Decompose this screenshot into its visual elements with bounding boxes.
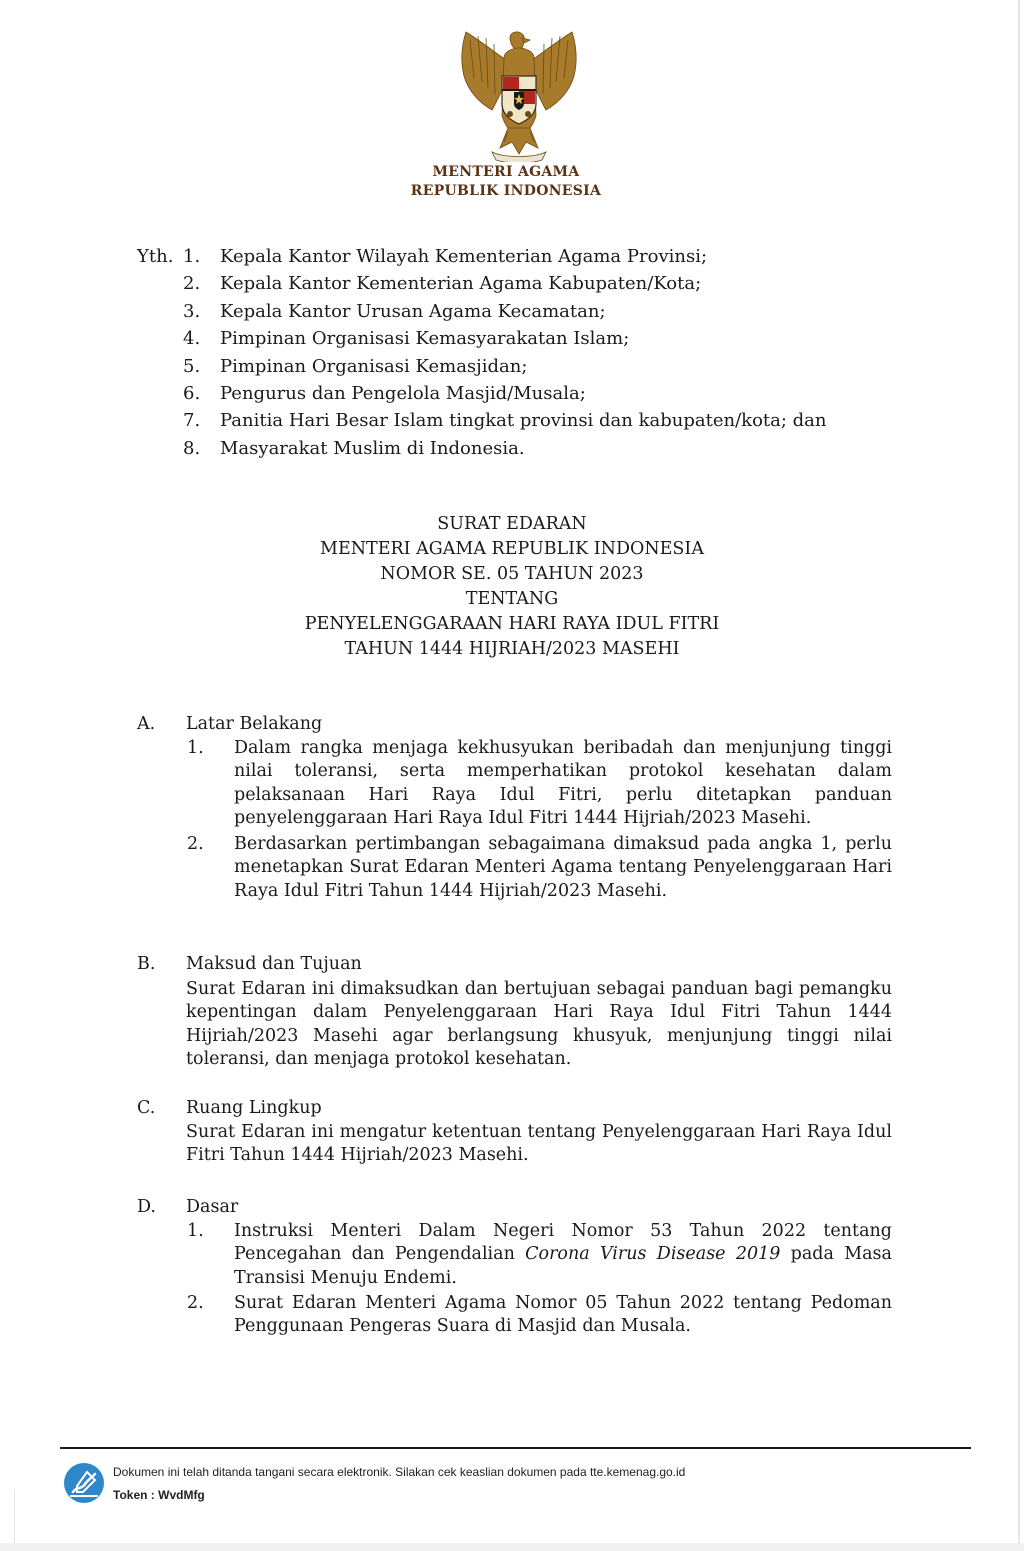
addressee-list — [183, 246, 827, 465]
section-heading: Latar Belakang — [186, 714, 323, 734]
list-number: 8. — [183, 437, 201, 459]
list-item — [183, 410, 827, 437]
garuda-emblem-icon — [452, 24, 586, 162]
italic-term: Corona Virus Disease 2019 — [525, 1244, 781, 1265]
section-a-item-2: Berdasarkan pertimbangan sebagaimana dimaksud pada angka 1, perlu menetapkan Surat Edaran Menteri Agama tentang Penyelenggaraan Hari Raya Idul Fitri Tahun 1444 Hijriah/2023 Masehi. — [234, 834, 892, 901]
item-number: 2. — [187, 834, 204, 854]
section-letter: D. — [137, 1197, 156, 1217]
list-number: 5. — [183, 355, 201, 377]
header-ministry-name: MENTERI AGAMA — [432, 164, 580, 180]
list-item — [183, 246, 827, 273]
list-item — [183, 438, 827, 465]
addressee-label: Yth. — [137, 246, 174, 267]
document-title — [0, 512, 1024, 662]
list-number: 6. — [183, 382, 201, 404]
item-number: 1. — [187, 738, 204, 758]
list-item — [183, 273, 827, 300]
list-number: 4. — [183, 328, 201, 350]
page-edge-bottom — [0, 1543, 1024, 1551]
list-text: Pimpinan Organisasi Kemasjidan; — [220, 355, 528, 377]
list-item — [183, 383, 827, 410]
text-segment: Instruksi Menteri Dalam Negeri Nomor 53 Tahun 2022 tentang Pencegahan dan Pengendalian — [234, 1221, 892, 1265]
e-signature-note: Dokumen ini telah ditanda tangani secara elektronik. Silakan cek keaslian dokumen pada tte.kemenag.go.id — [113, 1465, 686, 1479]
section-letter: C. — [137, 1098, 156, 1118]
text-segment: pada Masa Transisi Menuju Endemi. — [234, 1244, 892, 1288]
list-item — [183, 301, 827, 328]
title-line: PENYELENGGARAAN HARI RAYA IDUL FITRI — [304, 614, 720, 634]
section-d-item-1 — [234, 1220, 892, 1290]
section-letter: A. — [137, 714, 156, 734]
section-heading: Ruang Lingkup — [186, 1098, 322, 1118]
section-b-text: Surat Edaran ini dimaksudkan dan bertujuan sebagai panduan bagi pemangku kepentingan dalam Penyelenggaraan Hari Raya Idul Fitri Tahun 1444 Hijriah/2023 Masehi agar berlangsung khusyuk, menjunjung tinggi nilai toleransi, dan menjaga protokol kesehatan. — [186, 979, 892, 1070]
list-text: Pengurus dan Pengelola Masjid/Musala; — [220, 382, 586, 404]
section-c-text: Surat Edaran ini mengatur ketentuan tentang Penyelenggaraan Hari Raya Idul Fitri Tahun 1444 Hijriah/2023 Masehi. — [186, 1122, 892, 1166]
list-number: 1. — [183, 246, 201, 267]
section-a-item-1: Dalam rangka menjaga kekhusyukan beribadah dan menjunjung tinggi nilai toleransi, serta memperhatikan protokol kesehatan dalam pelaksanaan Hari Raya Idul Fitri, perlu ditetapkan panduan penyelenggaraan Hari Raya Idul Fitri 1444 Hijriah/2023 Masehi. — [234, 738, 892, 829]
list-text: Kepala Kantor Urusan Agama Kecamatan; — [220, 300, 606, 322]
section-heading: Dasar — [186, 1197, 239, 1217]
header-country-name: REPUBLIK INDONESIA — [410, 183, 602, 199]
page-edge-left — [14, 1490, 15, 1545]
section-heading: Maksud dan Tujuan — [186, 954, 362, 974]
title-line: TENTANG — [465, 589, 559, 609]
signature-pen-icon — [63, 1462, 105, 1504]
list-text: Panitia Hari Besar Islam tingkat provinsi dan kabupaten/kota; dan — [220, 410, 827, 432]
list-text: Kepala Kantor Wilayah Kementerian Agama Provinsi; — [220, 246, 708, 267]
list-text: Masyarakat Muslim di Indonesia. — [220, 437, 525, 459]
title-line: TAHUN 1444 HIJRIAH/2023 MASEHI — [344, 639, 680, 659]
list-number: 2. — [183, 273, 201, 295]
list-text: Kepala Kantor Kementerian Agama Kabupaten/Kota; — [220, 273, 702, 295]
title-line: NOMOR SE. 05 TAHUN 2023 — [380, 564, 644, 584]
list-item — [183, 356, 827, 383]
list-text: Pimpinan Organisasi Kemasyarakatan Islam; — [220, 328, 630, 350]
verification-token: Token : WvdMfg — [113, 1488, 205, 1502]
list-item — [183, 328, 827, 355]
section-d-item-2: Surat Edaran Menteri Agama Nomor 05 Tahun 2022 tentang Pedoman Penggunaan Pengeras Suara di Masjid dan Musala. — [234, 1293, 892, 1337]
list-number: 7. — [183, 410, 201, 432]
item-number: 1. — [187, 1221, 204, 1241]
title-line: MENTERI AGAMA REPUBLIK INDONESIA — [320, 539, 704, 559]
footer-divider — [60, 1447, 971, 1449]
item-number: 2. — [187, 1293, 204, 1313]
title-line: SURAT EDARAN — [437, 514, 587, 534]
page-edge-right — [1018, 0, 1020, 1551]
list-number: 3. — [183, 300, 201, 322]
section-letter: B. — [137, 954, 156, 974]
